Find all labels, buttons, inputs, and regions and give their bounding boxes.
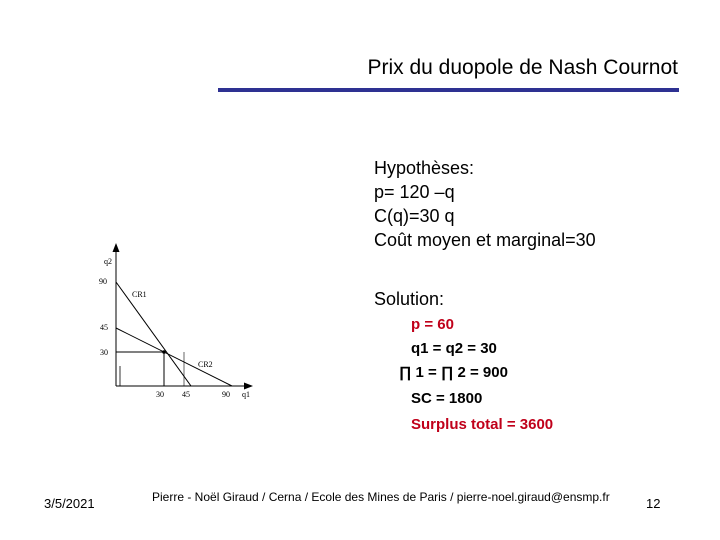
- hypotheses-block: [374, 156, 596, 252]
- title-underline: [218, 88, 679, 92]
- y-tick-30: 30: [100, 348, 108, 357]
- solution-total-surplus: Surplus total = 3600: [411, 416, 554, 433]
- reaction-curves-diagram: [90, 240, 260, 405]
- solution-profits: ∏ 1 = ∏ 2 = 900: [399, 364, 508, 381]
- slide-title: Prix du duopole de Nash Cournot: [367, 56, 678, 79]
- solution-price: p = 60: [411, 316, 454, 333]
- y-tick-45: 45: [100, 323, 108, 332]
- x-tick-30: 30: [156, 390, 164, 399]
- nash-equilibrium-point: [162, 350, 166, 354]
- hypothesis-demand: p= 120 –q: [374, 182, 455, 202]
- page-number: 12: [646, 496, 661, 511]
- solution-consumer-surplus: SC = 1800: [411, 390, 483, 407]
- footer-credit: Pierre - Noël Giraud / Cerna / Ecole des Mines de Paris / pierre-noel.giraud@ensmp.fr: [152, 490, 610, 504]
- solution-quantities: q1 = q2 = 30: [411, 340, 497, 357]
- hypothesis-marginal-cost: Coût moyen et marginal=30: [374, 230, 596, 250]
- y-axis-label: q2: [104, 257, 112, 266]
- hypotheses-heading: Hypothèses:: [374, 158, 475, 178]
- solution-heading: Solution:: [374, 289, 445, 309]
- cr2-curve: [116, 328, 232, 386]
- x-tick-45: 45: [182, 390, 190, 399]
- y-axis-arrow: [113, 243, 120, 252]
- x-tick-90: 90: [222, 390, 230, 399]
- cr1-label: CR1: [132, 290, 147, 299]
- footer-date: 3/5/2021: [44, 496, 95, 511]
- x-axis-label: q1: [242, 390, 250, 399]
- cr2-label: CR2: [198, 360, 213, 369]
- x-axis-arrow: [244, 383, 253, 390]
- y-tick-90: 90: [99, 277, 107, 286]
- hypothesis-cost: C(q)=30 q: [374, 206, 455, 226]
